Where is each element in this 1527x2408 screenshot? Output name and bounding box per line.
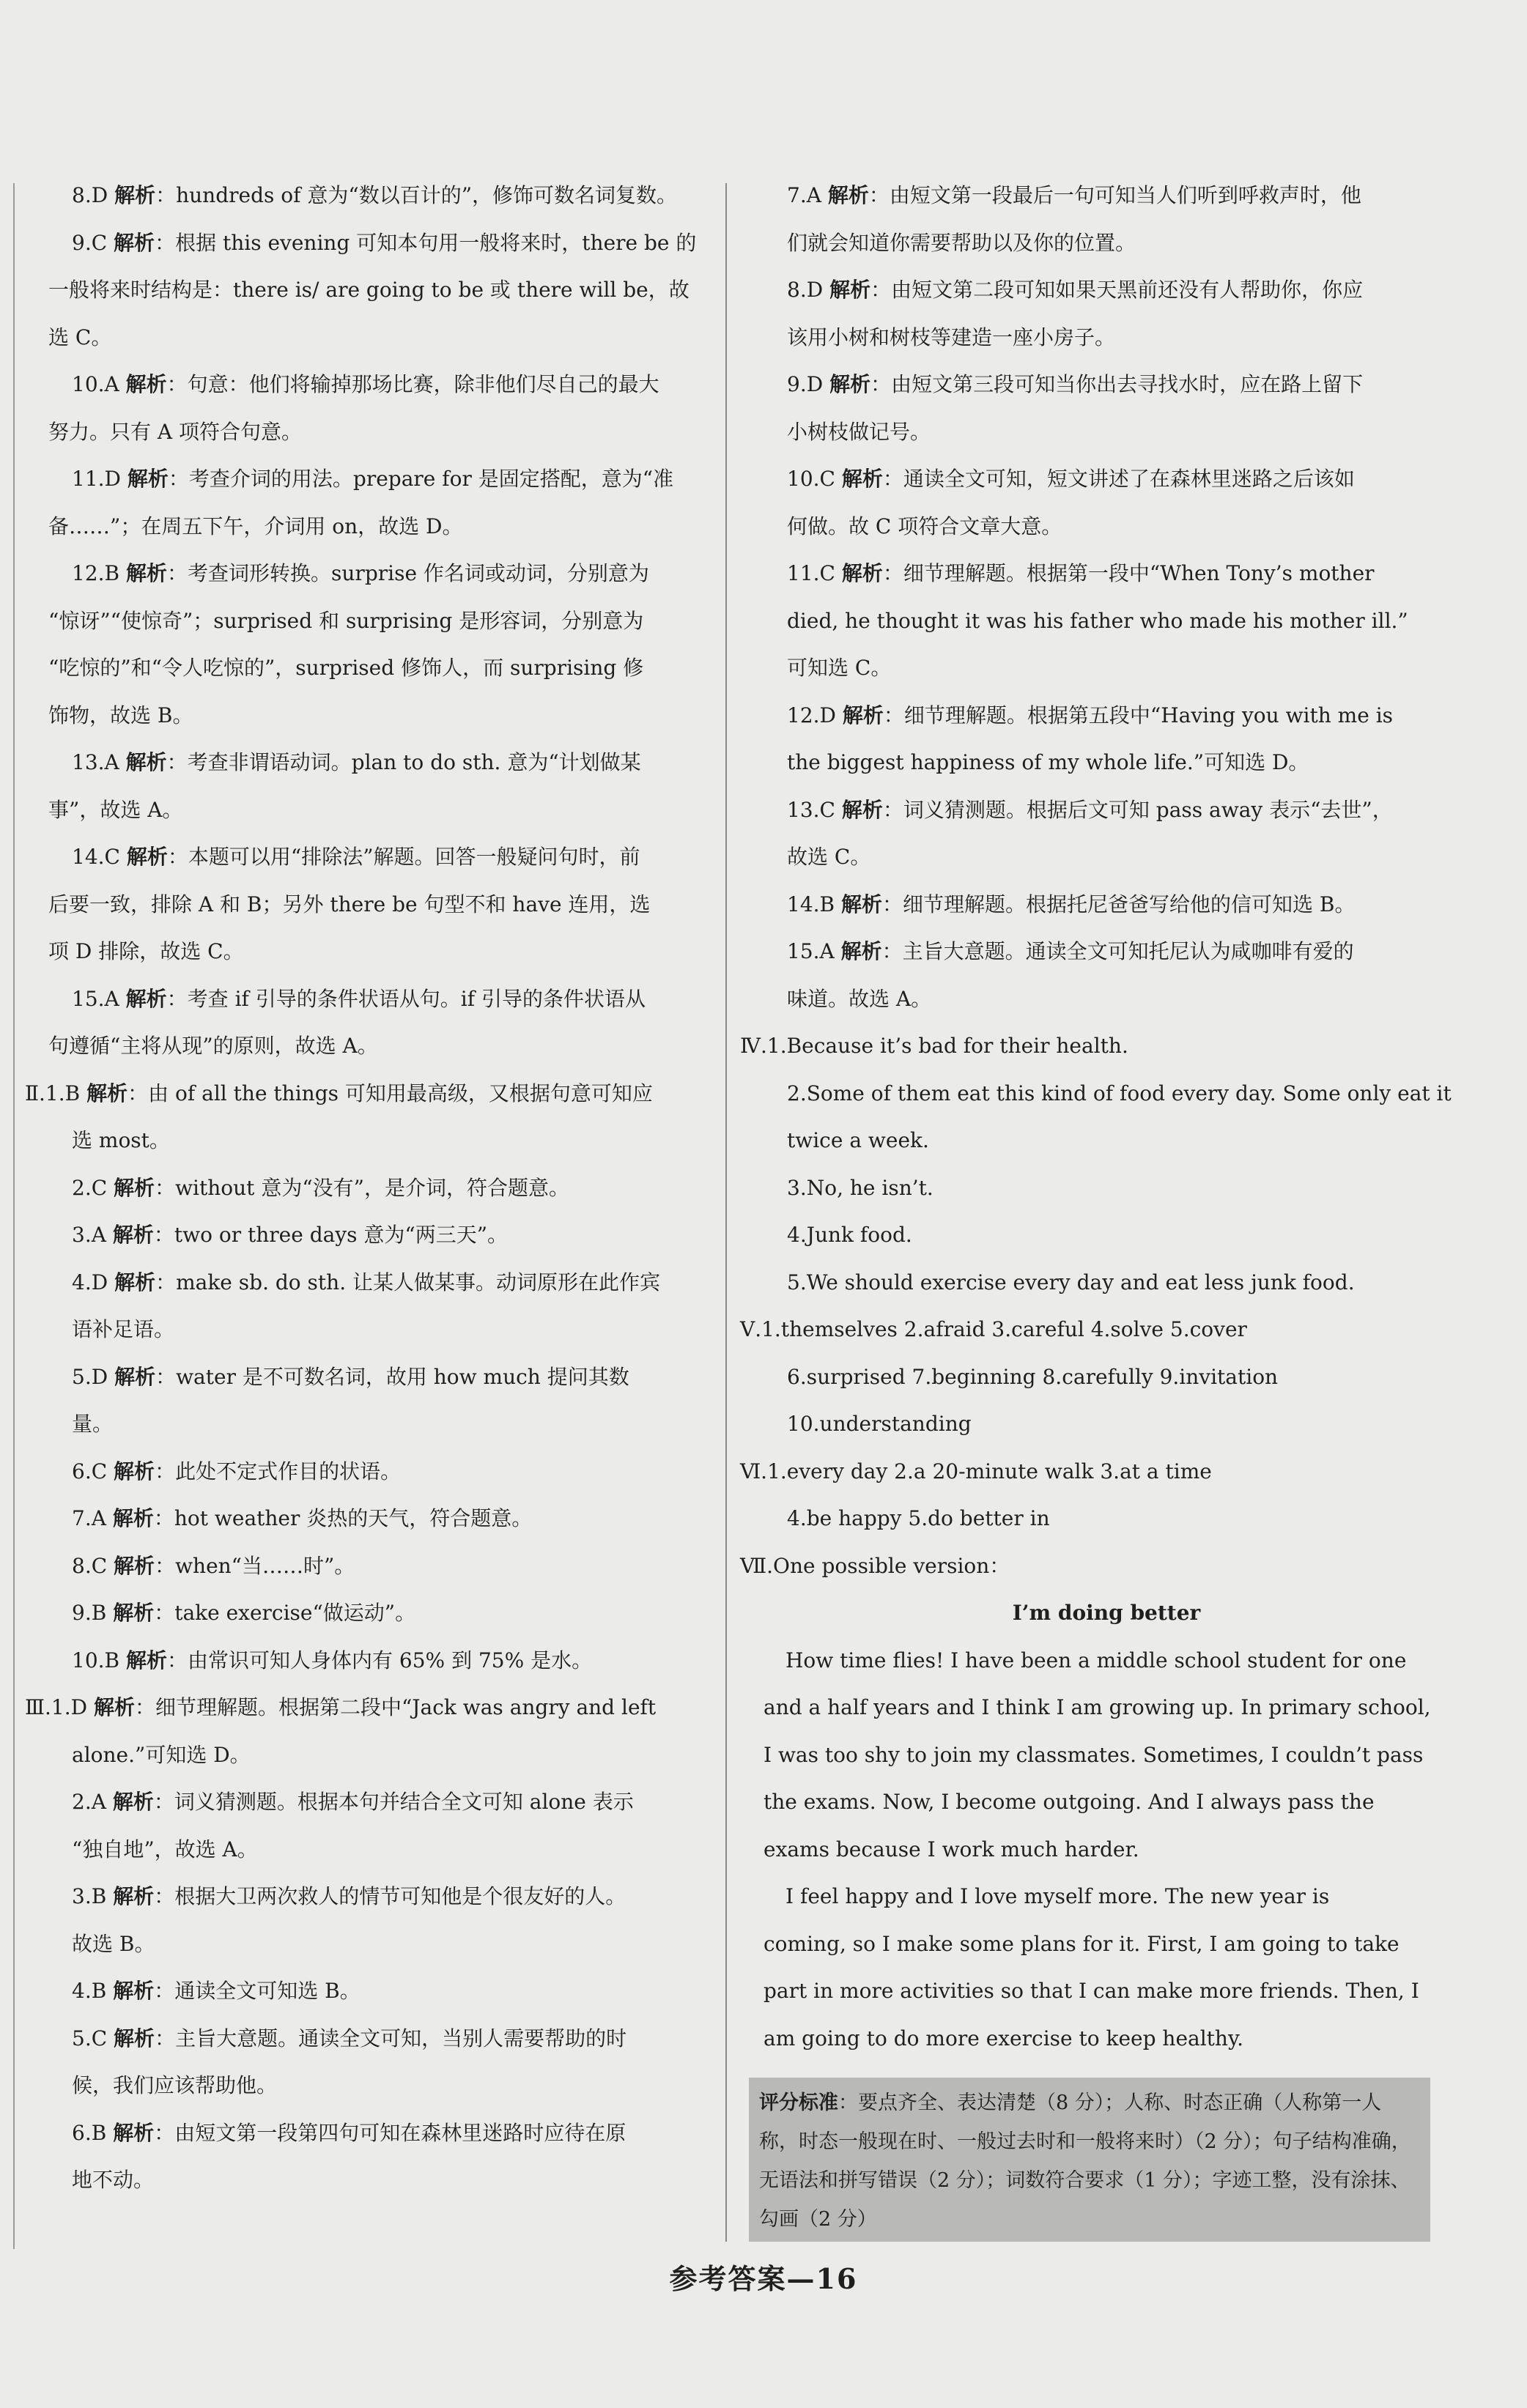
answer-number: twice a week. [787, 1128, 929, 1152]
answer-line [740, 1023, 1473, 1070]
answer-line [25, 881, 714, 929]
answer-line [25, 220, 714, 267]
right-answers [740, 172, 1473, 1590]
answer-number: 5.D [72, 1364, 115, 1389]
answer-number: 15.A [72, 986, 126, 1011]
answer-text: 饰物，故选 B。 [48, 703, 193, 727]
answer-line [25, 976, 714, 1023]
answer-line [740, 456, 1473, 503]
answer-line [25, 2157, 714, 2204]
essay-line: part in more activities so that I can make more friends. Then, I [764, 1979, 1419, 2003]
answer-line [740, 503, 1473, 551]
answer-number: 9.B [72, 1601, 114, 1625]
answer-number: Ⅵ.1.every day 2.a 20-minute walk 3.at a time [740, 1459, 1212, 1483]
answer-line [25, 2062, 714, 2110]
answer-line [740, 1448, 1473, 1496]
analysis-label: 解析 [841, 467, 883, 491]
essay-line: I feel happy and I love myself more. The new year is [785, 1884, 1330, 1908]
analysis-label: 解析 [114, 1459, 155, 1483]
answer-text: “吃惊的”和“令人吃惊的”，surprised 修饰人，而 surprising 修 [48, 656, 644, 680]
answer-line [740, 1543, 1473, 1590]
answer-text: died, he thought it was his father who made his mother ill.” [787, 608, 1408, 633]
answer-text: ：细节理解题。根据第五段中“Having you with me is [883, 703, 1394, 727]
answer-line [25, 1732, 714, 1779]
answer-text: alone.”可知选 D。 [72, 1742, 251, 1767]
analysis-label: 解析 [114, 183, 156, 207]
answer-line [25, 172, 714, 220]
analysis-label: 解析 [125, 750, 167, 774]
analysis-label: 解析 [827, 183, 869, 207]
answer-text: ：细节理解题。根据托尼爸爸写给他的信可知选 B。 [882, 892, 1356, 916]
answer-text: ：when“当……时”。 [155, 1553, 355, 1578]
answer-line [25, 267, 714, 314]
analysis-label: 解析 [86, 1081, 128, 1105]
answer-text: 选 most。 [72, 1128, 170, 1152]
answer-line [25, 645, 714, 692]
answer-number: 3.No, he isn’t. [787, 1175, 933, 1200]
answer-number: 3.A [72, 1223, 113, 1247]
answer-text: ：主旨大意题。通读全文可知托尼认为咸咖啡有爱的 [881, 939, 1354, 963]
answer-line [25, 1921, 714, 1968]
left-column [25, 172, 714, 2204]
answer-text: the biggest happiness of my whole life.”可知选 D。 [787, 750, 1309, 774]
analysis-label: 解析 [112, 1506, 154, 1530]
answer-number: 11.D [72, 467, 127, 491]
answer-number: 10.A [72, 372, 126, 396]
answer-line [25, 834, 714, 881]
essay-line: How time flies! I have been a middle school student for one [785, 1648, 1407, 1672]
analysis-label: 解析 [841, 561, 883, 585]
answer-number: 4.D [72, 1270, 115, 1294]
answer-text: 地不动。 [72, 2168, 155, 2192]
analysis-label: 解析 [829, 278, 871, 302]
answer-line [740, 692, 1473, 740]
essay-line: coming, so I make some plans for it. First, I am going to take [764, 1931, 1400, 1956]
answer-text: 们就会知道你需要帮助以及你的位置。 [787, 230, 1136, 255]
analysis-label: 解析 [840, 939, 882, 963]
answer-number: 4.be happy 5.do better in [787, 1506, 1050, 1530]
answer-text: 后要一致，排除 A 和 B；另外 there be 句型不和 have 连用，选 [48, 892, 651, 916]
answer-text: 语补足语。 [72, 1317, 175, 1341]
answer-text: ：hot weather 炎热的天气，符合题意。 [153, 1506, 533, 1530]
answer-line [740, 172, 1473, 220]
answer-line [740, 220, 1473, 267]
analysis-label: 解析 [114, 1175, 155, 1200]
answer-text: ：由短文第一段最后一句可知当人们听到呼救声时，他 [868, 183, 1361, 207]
analysis-label: 解析 [841, 797, 883, 822]
answer-line [25, 1212, 714, 1259]
answer-line [25, 787, 714, 834]
answer-number: 14.B [787, 892, 842, 916]
answer-line [25, 739, 714, 787]
analysis-label: 解析 [829, 372, 871, 396]
answer-number: 3.B [72, 1884, 114, 1908]
answer-line [25, 1779, 714, 1826]
answer-line [740, 1165, 1473, 1212]
analysis-label: 解析 [126, 1648, 168, 1672]
answer-line [740, 976, 1473, 1023]
answer-text: ：本题可以用“排除法”解题。回答一般疑问句时，前 [167, 845, 640, 869]
answer-number: Ⅴ.1.themselves 2.afraid 3.careful 4.solve 5.cover [740, 1317, 1247, 1341]
answer-number: 9.C [72, 230, 114, 255]
answer-number: 15.A [787, 939, 841, 963]
answer-number: Ⅳ.1.Because it’s bad for their health. [740, 1034, 1128, 1058]
page-footer: 参考答案—16 [669, 2262, 858, 2295]
answer-text: 该用小树和树枝等建造一座小房子。 [787, 325, 1116, 349]
answer-text: ：water 是不可数名词，故用 how much 提问其数 [155, 1364, 629, 1389]
answer-text: ：由短文第二段可知如果天黑前还没有人帮助你，你应 [870, 278, 1364, 302]
answer-number: Ⅲ.1.D [25, 1695, 94, 1719]
essay-body [740, 1637, 1473, 2063]
answer-line [25, 1117, 714, 1165]
answer-line [25, 1401, 714, 1448]
answer-line [25, 2110, 714, 2157]
answer-number: 13.C [787, 797, 842, 822]
answer-number: 8.C [72, 1553, 114, 1578]
answer-text: 小树枝做记号。 [787, 419, 931, 444]
analysis-label: 解析 [93, 1695, 135, 1719]
answer-line [740, 1117, 1473, 1165]
answer-number: 10.B [72, 1648, 127, 1672]
answer-line [25, 1826, 714, 1874]
analysis-label: 解析 [126, 561, 168, 585]
answer-line [740, 361, 1473, 409]
answer-line [740, 1070, 1473, 1118]
analysis-label: 解析 [113, 1979, 155, 2003]
answer-line [740, 739, 1473, 787]
margin-line [13, 183, 15, 2249]
answer-line [25, 503, 714, 551]
answer-number: 8.D [787, 278, 830, 302]
answer-line [25, 314, 714, 362]
answer-number: 6.surprised 7.beginning 8.carefully 9.invitation [787, 1364, 1279, 1389]
answer-number: 8.D [72, 183, 115, 207]
answer-text: ：make sb. do sth. 让某人做某事。动词原形在此作宾 [155, 1270, 661, 1294]
answer-number: 12.B [72, 561, 127, 585]
analysis-label: 解析 [113, 2120, 155, 2145]
answer-line [25, 361, 714, 409]
answer-text: 选 C。 [48, 325, 112, 349]
criteria-label: 评分标准 [759, 2092, 838, 2114]
answer-text: ：由短文第三段可知当你出去寻找水时，应在路上留下 [870, 372, 1364, 396]
analysis-label: 解析 [114, 230, 155, 255]
answer-text: ：通读全文可知选 B。 [154, 1979, 361, 2003]
answer-text: 句遵循“主将从现”的原则，故选 A。 [48, 1034, 378, 1058]
answer-text: ：根据大卫两次救人的情节可知他是个很友好的人。 [154, 1884, 626, 1908]
analysis-label: 解析 [125, 986, 167, 1011]
answer-text: ：two or three days 意为“两三天”。 [153, 1223, 509, 1247]
answer-line [25, 1354, 714, 1401]
answer-text: 项 D 排除，故选 C。 [48, 939, 244, 963]
right-column [740, 172, 1473, 2062]
answer-line [740, 1259, 1473, 1307]
essay-title: I’m doing better [1012, 1601, 1201, 1625]
answer-number: 2.C [72, 1175, 114, 1200]
answer-number: Ⅶ.One possible version： [740, 1553, 1010, 1578]
answer-text: ：考查非谓语动词。plan to do sth. 意为“计划做某 [166, 750, 641, 774]
answer-line [25, 1023, 714, 1070]
answer-text: 候，我们应该帮助他。 [72, 2073, 278, 2097]
answer-number: 2.A [72, 1790, 113, 1814]
essay-line: the exams. Now, I become outgoing. And I always pass the [764, 1790, 1375, 1814]
analysis-label: 解析 [842, 703, 884, 727]
answer-text: 何做。故 C 项符合文章大意。 [787, 514, 1062, 538]
answer-line [25, 928, 714, 976]
essay-line: am going to do more exercise to keep healthy. [764, 2026, 1243, 2050]
answer-line [740, 1401, 1473, 1448]
essay-line: exams because I work much harder. [764, 1837, 1139, 1861]
answer-line [25, 1968, 714, 2015]
answer-number: 10.C [787, 467, 842, 491]
answer-text: ：词义猜测题。根据本句并结合全文可知 alone 表示 [153, 1790, 634, 1814]
answer-number: 5.We should exercise every day and eat less junk food. [787, 1270, 1355, 1294]
answer-number: 13.A [72, 750, 126, 774]
analysis-label: 解析 [841, 892, 883, 916]
answer-number: 9.D [787, 372, 830, 396]
answer-line [25, 1495, 714, 1543]
answer-line [25, 456, 714, 503]
answer-line [25, 1448, 714, 1496]
answer-line [25, 409, 714, 456]
essay-line: and a half years and I think I am growing up. In primary school, [764, 1695, 1431, 1719]
answer-line [740, 881, 1473, 929]
answer-line [25, 692, 714, 740]
answer-line [740, 550, 1473, 598]
answer-line [740, 1306, 1473, 1354]
answer-text: ：由短文第一段第四句可知在森林里迷路时应待在原 [154, 2120, 626, 2145]
analysis-label: 解析 [114, 2026, 155, 2050]
answer-text: 故选 B。 [72, 1931, 155, 1956]
analysis-label: 解析 [126, 845, 168, 869]
answer-line [740, 267, 1473, 314]
answer-number: 14.C [72, 845, 127, 869]
analysis-label: 解析 [112, 1223, 154, 1247]
answer-line [25, 1543, 714, 1590]
answer-line [740, 409, 1473, 456]
answer-text: 一般将来时结构是：there is/ are going to be 或 there will be，故 [48, 278, 689, 302]
answer-line [25, 1637, 714, 1685]
answer-line [740, 645, 1473, 692]
answer-text: 备……”；在周五下午，介词用 on，故选 D。 [48, 514, 463, 538]
answer-line [25, 1259, 714, 1307]
criteria-text: ：要点齐全、表达清楚（8 分）；人称、时态正确（人称第一人称，时态一般现在时、一般过去时和一般将来时）（2 分）；句子结构准确，无语法和拼写错误（2 分）；词数符合要求（1 分）；字迹工整，没有涂抹、勾画（2 分） [759, 2092, 1411, 2231]
answer-line [740, 1212, 1473, 1259]
answer-line [25, 550, 714, 598]
answer-text: 事”，故选 A。 [48, 797, 183, 822]
answer-text: ：根据 this evening 可知本句用一般将来时，there be 的 [155, 230, 697, 255]
answer-text: ：细节理解题。根据第二段中“Jack was angry and left [134, 1695, 657, 1719]
analysis-label: 解析 [114, 1270, 156, 1294]
answer-number: 4.B [72, 1979, 114, 2003]
answer-number: 10.understanding [787, 1412, 972, 1436]
analysis-label: 解析 [125, 372, 167, 396]
answer-line [25, 1684, 714, 1732]
answer-number: 4.Junk food. [787, 1223, 912, 1247]
answer-line [25, 2015, 714, 2063]
answer-text: “惊讶”“使惊奇”；surprised 和 surprising 是形容词，分别意为 [48, 608, 644, 633]
answer-line [25, 1165, 714, 1212]
answer-text: ：考查介词的用法。prepare for 是固定搭配，意为“准 [168, 467, 674, 491]
answer-text: ：句意：他们将输掉那场比赛，除非他们尽自己的最大 [166, 372, 659, 396]
answer-text: ：细节理解题。根据第一段中“When Tony’s mother [882, 561, 1375, 585]
answer-text: 可知选 C。 [787, 656, 892, 680]
answer-line [25, 1306, 714, 1354]
answer-number: 11.C [787, 561, 842, 585]
answer-number: 7.A [72, 1506, 113, 1530]
column-divider [725, 183, 727, 2242]
answer-text: ：考查 if 引导的条件状语从句。if 引导的条件状语从 [166, 986, 646, 1011]
analysis-label: 解析 [127, 467, 169, 491]
answer-text: ：通读全文可知，短文讲述了在森林里迷路之后该如 [882, 467, 1355, 491]
answer-line [25, 598, 714, 645]
answer-text: 故选 C。 [787, 845, 871, 869]
analysis-label: 解析 [113, 1884, 155, 1908]
answer-text: 量。 [72, 1412, 114, 1436]
answer-line [740, 1495, 1473, 1543]
answer-text: ：without 意为“没有”，是介词，符合题意。 [155, 1175, 569, 1200]
analysis-label: 解析 [112, 1790, 154, 1814]
answer-line [25, 1590, 714, 1637]
answer-line [25, 1873, 714, 1921]
analysis-label: 解析 [113, 1601, 155, 1625]
answer-text: ：hundreds of 意为“数以百计的”，修饰可数名词复数。 [155, 183, 678, 207]
answer-text: ：由 of all the things 可知用最高级，又根据句意可知应 [127, 1081, 653, 1105]
answer-number: 2.Some of them eat this kind of food every day. Some only eat it [787, 1081, 1452, 1105]
answer-text: 味道。故选 A。 [787, 986, 932, 1011]
answer-number: 7.A [787, 183, 828, 207]
answer-line [740, 787, 1473, 834]
essay-line: I was too shy to join my classmates. Sometimes, I couldn’t pass [764, 1742, 1424, 1767]
answer-line [740, 928, 1473, 976]
answer-text: ：take exercise“做运动”。 [154, 1601, 416, 1625]
answer-number: 5.C [72, 2026, 114, 2050]
scoring-criteria [749, 2078, 1430, 2242]
answer-line [740, 314, 1473, 362]
answer-number: Ⅱ.1.B [25, 1081, 87, 1105]
answer-text: ：由常识可知人身体内有 65% 到 75% 是水。 [167, 1648, 593, 1672]
answer-number: 12.D [787, 703, 843, 727]
answer-text: 努力。只有 A 项符合句意。 [48, 419, 303, 444]
answer-text: ：主旨大意题。通读全文可知，当别人需要帮助的时 [155, 2026, 627, 2050]
analysis-label: 解析 [114, 1553, 155, 1578]
answer-line [740, 598, 1473, 645]
answer-text: ：考查词形转换。surprise 作名词或动词，分别意为 [167, 561, 649, 585]
answer-number: 6.C [72, 1459, 114, 1483]
answer-line [740, 834, 1473, 881]
answer-text: ：词义猜测题。根据后文可知 pass away 表示“去世”， [882, 797, 1393, 822]
answer-text: ：此处不定式作目的状语。 [155, 1459, 402, 1483]
answer-line [25, 1070, 714, 1118]
answer-number: 6.B [72, 2120, 114, 2145]
analysis-label: 解析 [114, 1364, 156, 1389]
answer-text: “独自地”，故选 A。 [72, 1837, 258, 1861]
answer-line [740, 1354, 1473, 1401]
